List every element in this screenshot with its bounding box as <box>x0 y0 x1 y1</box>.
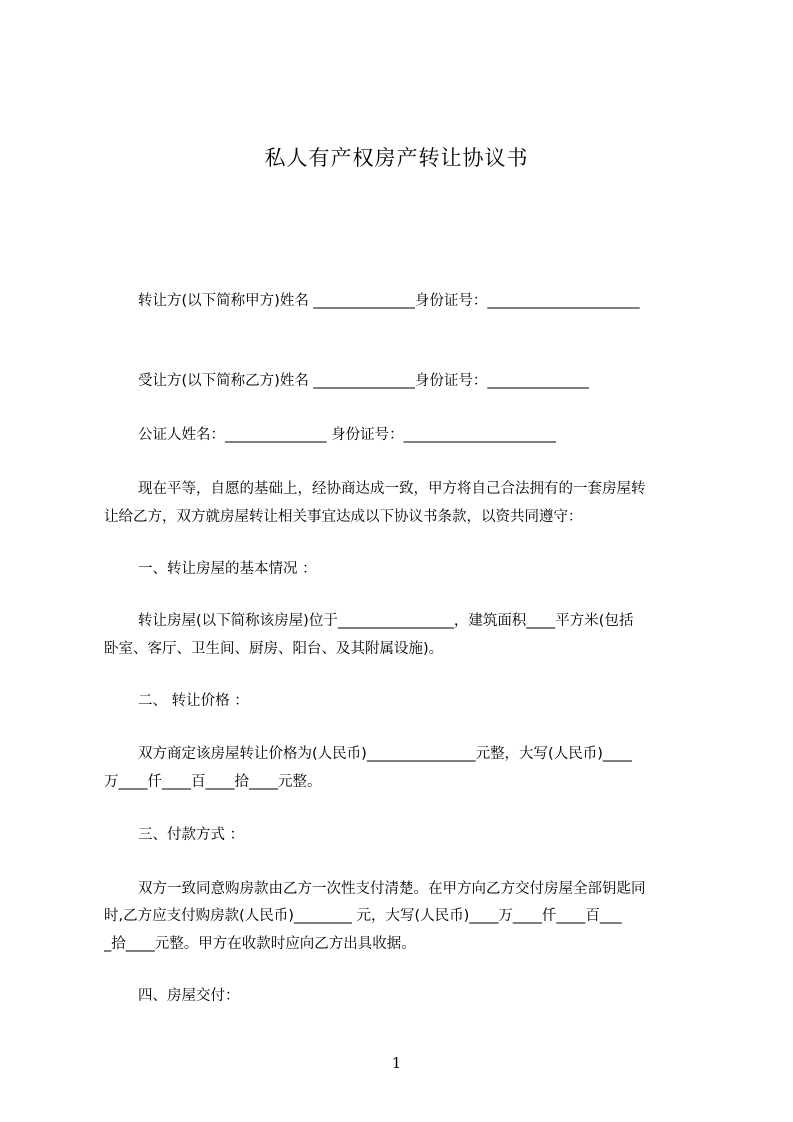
page-number: 1 <box>391 1054 402 1072</box>
section-1-heading: 一、转让房屋的基本情况 ： <box>138 561 317 577</box>
seller-info-line: 转让方(以下简称甲方)姓名 ______________身份证号：_____________________ <box>138 293 640 309</box>
preamble-line-1: 现在平等，自愿的基础上，经协商达成一致，甲方将自己合法拥有的一套房屋转 <box>138 481 646 497</box>
section-4-heading: 四、房屋交付： <box>138 988 240 1004</box>
section-3-heading: 三、付款方式 ： <box>138 827 245 843</box>
notary-info-line: 公证人姓名：______________ 身份证号：_____________________ <box>138 427 556 443</box>
section-3-line-2: 时,乙方应支付购房款(人民币)________ 元，大写(人民币)____万____仟____百___ <box>104 908 622 924</box>
section-1-line-2: 卧室、客厅、卫生间、厨房、阳台、及其附属设施)。 <box>104 641 444 657</box>
preamble-line-2: 让给乙方，双方就房屋转让相关事宜达成以下协议书条款，以资共同遵守： <box>104 509 583 525</box>
section-3-line-3: _拾____元整。甲方在收款时应向乙方出具收据。 <box>104 936 416 952</box>
section-2-heading: 二、 转让价格 ： <box>138 693 249 709</box>
section-1-line-1: 转让房屋(以下简称该房屋)位于________________，建筑面积____平方米(包括 <box>138 613 634 629</box>
document-title: 私人有产权房产转让协议书 <box>264 146 529 170</box>
section-2-line-1: 双方商定该房屋转让价格为(人民币)_______________元整，大写(人民币)____ <box>138 746 632 762</box>
section-3-line-1: 双方一致同意购房款由乙方一次性支付清楚。在甲方向乙方交付房屋全部钥匙同 <box>138 881 646 897</box>
section-2-line-2: 万____仟____百____拾____元整。 <box>104 774 322 790</box>
buyer-info-line: 受让方(以下简称乙方)姓名 ______________身份证号：______________ <box>138 373 589 389</box>
